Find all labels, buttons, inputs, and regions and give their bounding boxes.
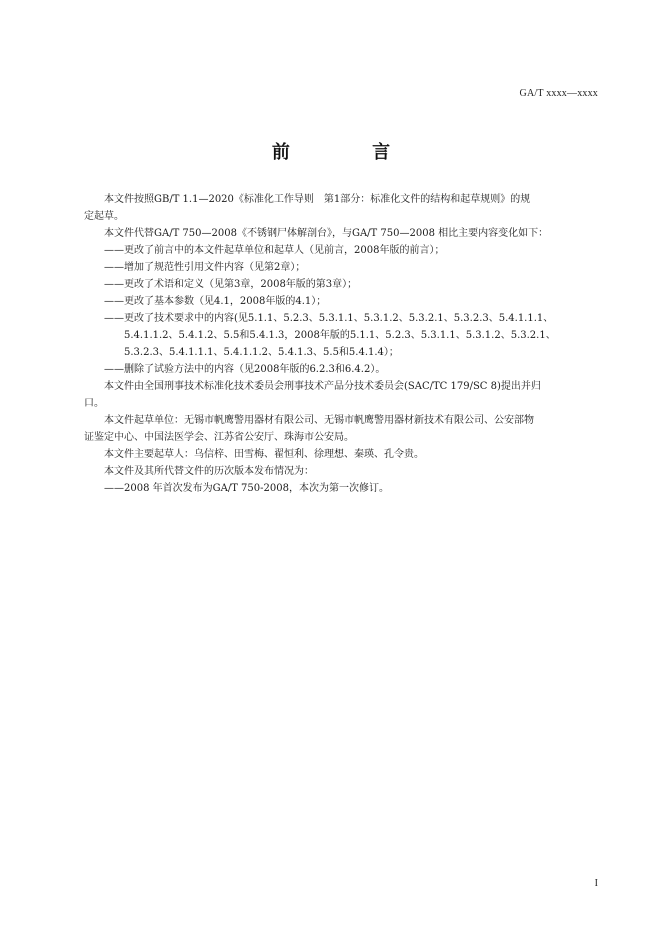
- paragraph-replacement: 本文件代替GA/T 750—2008《不锈钢尸体解剖台》，与GA/T 750—2008 相比主要内容变化如下：: [104, 228, 549, 239]
- page-title: 前 言: [271, 142, 429, 163]
- paragraph-drafting-rules: 本文件按照GB/T 1.1—2020《标准化工作导则 第1部分：标准化文件的结构和起草规则》的规: [104, 194, 531, 205]
- document-code: GA/T xxxx—xxxx: [519, 88, 598, 99]
- foreword-body: [84, 191, 599, 497]
- change-item: ——更改了技术要求中的内容(见5.1.1、5.2.3、5.3.1.1、5.3.1.2、5.3.2.1、5.3.2.3、5.4.1.1.1、: [104, 313, 554, 324]
- history-item: ——2008 年首次发布为GA/T 750-2008，本次为第一次修订。: [104, 483, 389, 494]
- paragraph-proposed-by-cont: 口。: [84, 398, 104, 409]
- change-item: ——更改了基本参数（见4.1，2008年版的4.1）；: [104, 296, 327, 307]
- paragraph-drafters: 本文件主要起草人：乌信梓、田雪梅、翟恒利、徐理想、秦瑛、孔令贵。: [104, 449, 424, 460]
- change-item: ——更改了前言中的本文件起草单位和起草人（见前言，2008年版的前言）；: [104, 245, 445, 256]
- page-number: I: [594, 878, 598, 889]
- change-item-cont: 5.4.1.1.2、5.4.1.2、5.5和5.4.1.3，2008年版的5.1.1、5.2.3、5.3.1.1、5.3.1.2、5.3.2.1、: [124, 330, 556, 341]
- paragraph-drafting-rules-cont: 定起草。: [84, 211, 124, 222]
- paragraph-proposed-by: 本文件由全国刑事技术标准化技术委员会刑事技术产品分技术委员会(SAC/TC 179/SC 8)提出并归: [104, 381, 541, 392]
- change-item-cont: 5.3.2.3、5.4.1.1.1、5.4.1.1.2、5.4.1.3、5.5和5.4.1.4）；: [124, 347, 399, 358]
- paragraph-drafting-units-cont: 证鉴定中心、中国法医学会、江苏省公安厅、珠海市公安局。: [84, 432, 354, 443]
- paragraph-history-intro: 本文件及其所代替文件的历次版本发布情况为：: [104, 466, 314, 477]
- change-item: ——更改了术语和定义（见第3章，2008年版的第3章）；: [104, 279, 358, 290]
- paragraph-drafting-units: 本文件起草单位：无锡市帆鹰警用器材有限公司、无锡市帆鹰警用器材新技术有限公司、公安部物: [104, 415, 534, 426]
- change-item: ——删除了试验方法中的内容（见2008年版的6.2.3和6.4.2）。: [104, 364, 386, 375]
- change-item: ——增加了规范性引用文件内容（见第2章）；: [104, 262, 306, 273]
